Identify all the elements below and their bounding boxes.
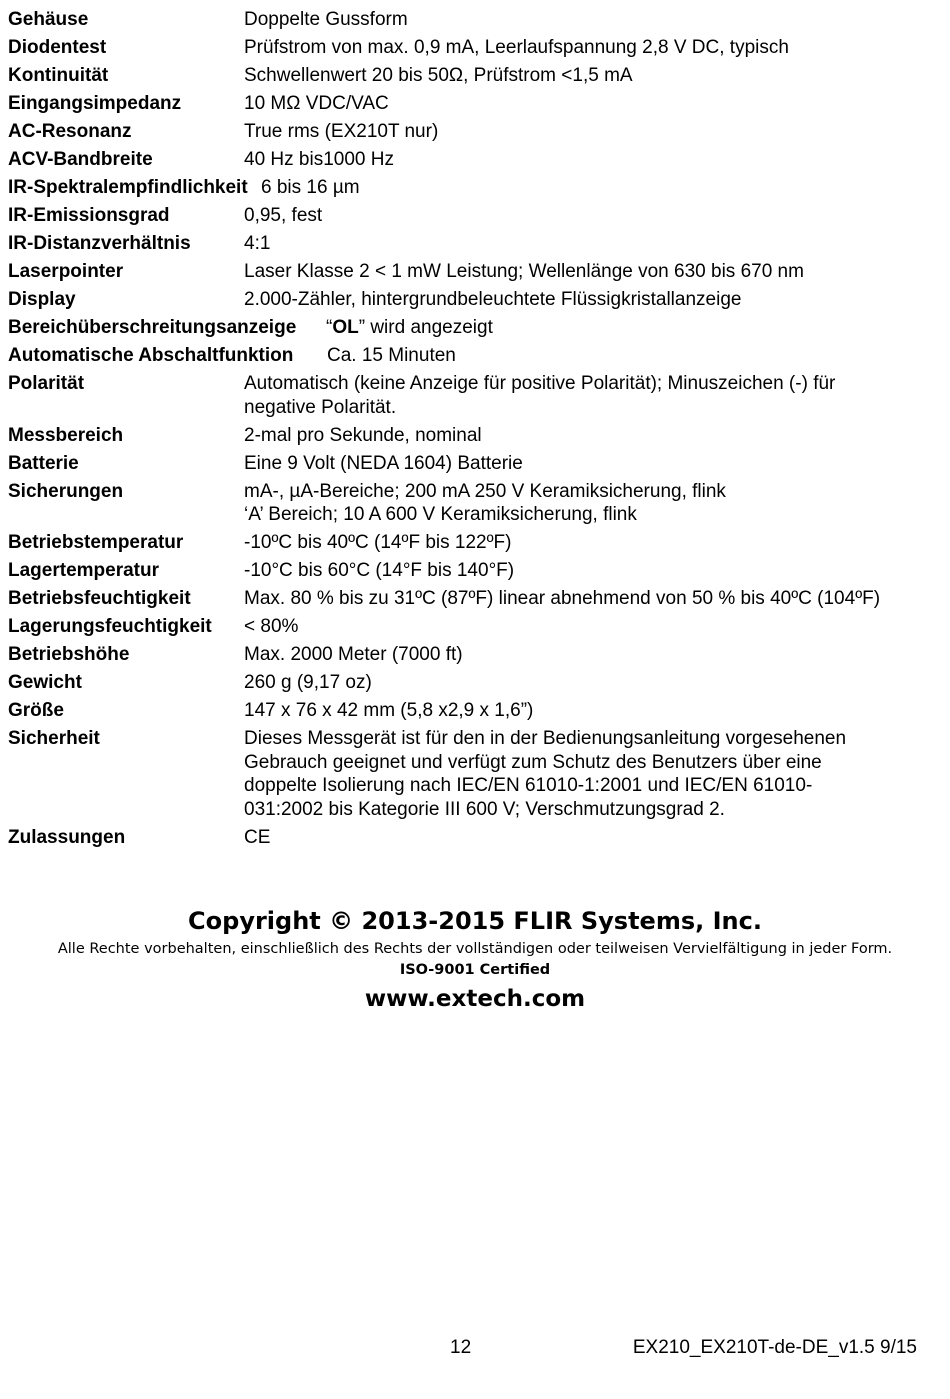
spec-value-line: 031:2002 bis Kategorie III 600 V; Verschmutzungsgrad 2.: [244, 798, 725, 820]
spec-row: [8, 288, 938, 312]
spec-label: Zulassungen: [8, 826, 126, 848]
spec-label: ACV-Bandbreite: [8, 149, 153, 170]
spec-label: Betriebshöhe: [8, 644, 130, 665]
spec-label: Betriebsfeuchtigkeit: [8, 588, 191, 609]
spec-value-line: Doppelte Gussform: [244, 9, 408, 30]
iso-certification: ISO-9001 Certified: [399, 962, 551, 978]
spec-label: Lagerungsfeuchtigkeit: [8, 616, 212, 637]
spec-value: [8, 480, 938, 527]
spec-value-line: mA-, µA-Bereiche; 200 mA 250 V Keramiksicherung, flink: [244, 480, 726, 502]
spec-row: [8, 92, 938, 116]
copyright-notice: Copyright © 2013-2015 FLIR Systems, Inc.: [188, 907, 762, 935]
spec-row: [8, 372, 938, 419]
spec-label: Sicherheit: [8, 728, 100, 749]
spec-value-line: 6 bis 16 µm: [261, 177, 360, 198]
spec-value: [8, 643, 938, 667]
spec-row: [8, 316, 938, 340]
spec-value-line: Laser Klasse 2 < 1 mW Leistung; Wellenlänge von 630 bis 670 nm: [244, 261, 804, 282]
spec-label: IR-Emissionsgrad: [8, 205, 170, 226]
spec-value-line: < 80%: [244, 616, 299, 637]
spec-value-line: doppelte Isolierung nach IEC/EN 61010-1:2001 und IEC/EN 61010-: [244, 775, 813, 796]
spec-value: [8, 727, 938, 821]
overload-indicator-text: OL: [332, 317, 359, 338]
specifications-table: [8, 8, 938, 854]
spec-row: [8, 424, 938, 448]
spec-row: [8, 826, 938, 850]
spec-value: [8, 64, 938, 88]
spec-label: IR-Distanzverhältnis: [8, 233, 191, 254]
spec-row: [8, 8, 938, 32]
spec-value-line: CE: [244, 826, 271, 848]
spec-value-line: Prüfstrom von max. 0,9 mA, Leerlaufspannung 2,8 V DC, typisch: [244, 37, 789, 58]
spec-value-line: -10ºC bis 40ºC (14ºF bis 122ºF): [244, 532, 512, 553]
spec-row: [8, 120, 938, 144]
spec-value-line: True rms (EX210T nur): [244, 121, 439, 142]
spec-value: [8, 372, 938, 419]
spec-row: [8, 615, 938, 639]
spec-value: [8, 8, 938, 32]
spec-row: [8, 64, 938, 88]
spec-label: Bereichüberschreitungsanzeige: [8, 317, 297, 338]
spec-row: [8, 559, 938, 583]
spec-label: Eingangsimpedanz: [8, 93, 182, 114]
spec-value: [8, 424, 938, 448]
spec-label: Betriebstemperatur: [8, 532, 184, 553]
spec-value-line: Max. 80 % bis zu 31ºC (87ºF) linear abnehmend von 50 % bis 40ºC (104ºF): [244, 588, 881, 609]
spec-value-line: [326, 316, 938, 340]
spec-row: [8, 587, 938, 611]
open-quote: “: [326, 317, 333, 338]
page-number: 12: [450, 1337, 472, 1358]
spec-row: [8, 36, 938, 60]
spec-label: Batterie: [8, 452, 79, 474]
spec-label: Gewicht: [8, 672, 82, 693]
rights-statement: Alle Rechte vorbehalten, einschließlich des Rechts der vollständigen oder teilweisen Vervielfältigung in jeder Form.: [57, 941, 893, 957]
spec-value-line: 4:1: [244, 233, 271, 254]
document-id: EX210_EX210T-de-DE_v1.5 9/15: [632, 1337, 917, 1358]
spec-value-line: ‘A’ Bereich; 10 A 600 V Keramiksicherung, flink: [244, 504, 637, 525]
spec-value: [8, 288, 938, 312]
spec-label: Laserpointer: [8, 261, 124, 282]
spec-label: AC-Resonanz: [8, 121, 132, 142]
spec-row: [8, 148, 938, 172]
website-url: www.extech.com: [364, 986, 586, 1012]
spec-label: Größe: [8, 700, 64, 721]
spec-row: [8, 671, 938, 695]
spec-value-line: 10 MΩ VDC/VAC: [244, 93, 389, 114]
spec-label: IR-Spektralempfindlichkeit: [8, 177, 248, 198]
spec-value: [8, 699, 938, 723]
spec-value-line: 147 x 76 x 42 mm (5,8 x2,9 x 1,6”): [244, 700, 534, 721]
spec-value-line: 0,95, fest: [244, 205, 323, 226]
spec-label: Kontinuität: [8, 65, 109, 86]
spec-value-line: 2-mal pro Sekunde, nominal: [244, 424, 482, 446]
spec-value: [8, 120, 938, 144]
spec-value-line: -10°C bis 60°C (14°F bis 140°F): [244, 560, 515, 581]
spec-value-line: Max. 2000 Meter (7000 ft): [244, 644, 463, 665]
spec-row: [8, 531, 938, 555]
spec-row: [8, 643, 938, 667]
spec-label: Sicherungen: [8, 480, 124, 502]
spec-value-line: 2.000-Zähler, hintergrundbeleuchtete Flüssigkristallanzeige: [244, 289, 742, 310]
spec-label: Diodentest: [8, 37, 107, 58]
spec-label: Polarität: [8, 373, 85, 394]
spec-row: [8, 344, 938, 368]
spec-value-line: negative Polarität.: [244, 396, 397, 418]
spec-label: Messbereich: [8, 424, 124, 446]
spec-row: [8, 452, 938, 476]
spec-value: [8, 826, 938, 850]
spec-label: Display: [8, 289, 76, 310]
spec-row: [8, 260, 938, 284]
spec-label: Gehäuse: [8, 9, 89, 30]
spec-row: [8, 727, 938, 821]
spec-value-line: Gebrauch geeignet und verfügt zum Schutz des Benutzers über eine: [244, 751, 822, 773]
spec-row: [8, 699, 938, 723]
spec-value: [8, 452, 938, 476]
spec-label: Lagertemperatur: [8, 560, 159, 581]
spec-value-line: Eine 9 Volt (NEDA 1604) Batterie: [244, 452, 523, 474]
spec-label: Automatische Abschaltfunktion: [8, 345, 294, 366]
spec-value-line: 260 g (9,17 oz): [244, 672, 372, 693]
spec-value-line: Dieses Messgerät ist für den in der Bedienungsanleitung vorgesehenen: [244, 728, 847, 749]
spec-value-line: Ca. 15 Minuten: [327, 345, 456, 366]
spec-value-line: Schwellenwert 20 bis 50Ω, Prüfstrom <1,5 mA: [244, 65, 633, 86]
spec-row: [8, 204, 938, 228]
spec-row: [8, 176, 938, 200]
spec-value: [8, 260, 938, 284]
spec-value: [8, 36, 938, 60]
spec-value-line: 40 Hz bis1000 Hz: [244, 149, 394, 170]
spec-value: [8, 671, 938, 695]
spec-row: [8, 232, 938, 256]
spec-row: [8, 480, 938, 527]
spec-value-text: ” wird angezeigt: [358, 317, 493, 338]
spec-value-line: Automatisch (keine Anzeige für positive Polarität); Minuszeichen (-) für: [244, 373, 836, 394]
